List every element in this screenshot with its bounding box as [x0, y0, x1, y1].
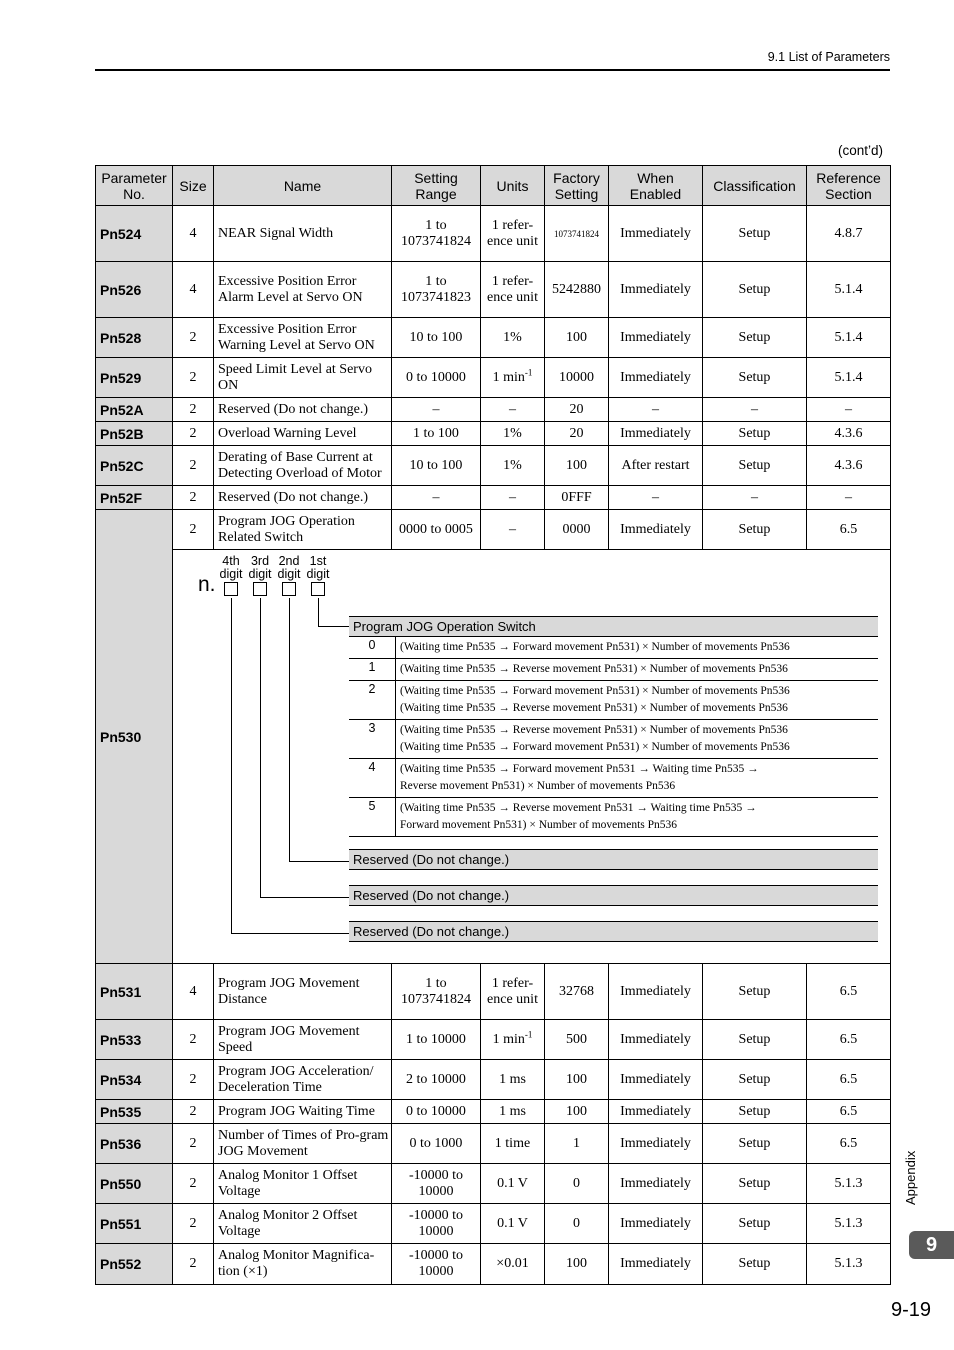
switch-option-value: 1 — [349, 659, 396, 680]
switch-option-value: 2 — [349, 681, 396, 719]
switch-option-line: Forward movement Pn531) × Number of movements Pn536 — [400, 819, 678, 831]
connector-3rd — [260, 598, 261, 897]
param-enabled: Immediately — [609, 422, 703, 446]
param-ref: 6.5 — [807, 1060, 891, 1100]
param-name: Program JOG Movement Distance — [214, 964, 392, 1020]
digit-label-4th — [216, 555, 246, 581]
param-range: 1 to 1073741823 — [392, 262, 481, 318]
digit-label-ordinal: 3rd — [250, 554, 270, 568]
param-ref: 6.5 — [807, 1100, 891, 1124]
param-units-text: 1 refer-ence unit — [487, 273, 538, 305]
param-enabled: Immediately — [609, 1020, 703, 1060]
table-row — [96, 1124, 891, 1164]
switch-option-row — [349, 759, 878, 798]
param-factory: 20 — [545, 398, 609, 422]
table-row — [96, 358, 891, 398]
connector-1st-h — [318, 626, 349, 627]
param-units-text: 1 refer-ence unit — [487, 975, 538, 1007]
param-enabled: Immediately — [609, 318, 703, 358]
param-size: 4 — [173, 262, 214, 318]
param-factory: 32768 — [545, 964, 609, 1020]
param-name: NEAR Signal Width — [214, 206, 392, 262]
switch-option-description — [396, 681, 790, 719]
param-no: Pn52B — [96, 422, 173, 446]
param-ref: 4.8.7 — [807, 206, 891, 262]
param-class: Setup — [703, 1060, 807, 1100]
digit-label-ordinal: 1st — [309, 554, 327, 568]
switch-option-line: (Waiting time Pn535 → Reverse movement Pn531) × Number of movements Pn536 — [400, 724, 788, 736]
param-class: Setup — [703, 1244, 807, 1285]
switch-option-line: (Waiting time Pn535 → Forward movement Pn531) × Number of movements Pn536 — [400, 641, 790, 653]
table-row — [96, 1020, 891, 1060]
param-range: 1 to 1073741824 — [392, 964, 481, 1020]
table-row — [96, 206, 891, 262]
switch-option-line: Reverse movement Pn531) × Number of movements Pn536 — [400, 780, 676, 792]
param-name: Excessive Position Error Warning Level at Servo ON — [214, 318, 392, 358]
param-ref: 6.5 — [807, 1124, 891, 1164]
switch-option-line: (Waiting time Pn535 → Reverse movement Pn531) × Number of movements Pn536 — [400, 702, 788, 714]
param-no: Pn534 — [96, 1060, 173, 1100]
param-no: Pn52A — [96, 398, 173, 422]
param-enabled: Immediately — [609, 1164, 703, 1204]
switch-option-row — [349, 720, 878, 759]
param-no: Pn552 — [96, 1244, 173, 1285]
param-class: Setup — [703, 422, 807, 446]
param-enabled: Immediately — [609, 1100, 703, 1124]
param-units — [481, 398, 545, 422]
rows-after — [96, 964, 891, 1285]
header-factory-setting: Factory Setting — [545, 166, 609, 206]
param-ref: 5.1.3 — [807, 1164, 891, 1204]
param-range: 0000 to 0005 — [392, 510, 481, 550]
digit-diagram — [173, 550, 889, 963]
param-size: 2 — [173, 1100, 214, 1124]
param-name: Speed Limit Level at Servo ON — [214, 358, 392, 398]
param-name: Reserved (Do not change.) — [214, 398, 392, 422]
digit-label-ordinal: 4th — [222, 554, 240, 568]
param-ref: 4.3.6 — [807, 446, 891, 486]
param-size: 2 — [173, 486, 214, 510]
digit-box-4th — [224, 582, 238, 596]
param-enabled: – — [609, 398, 703, 422]
param-size: 2 — [173, 1060, 214, 1100]
table-row — [96, 262, 891, 318]
param-name: Program JOG Movement Speed — [214, 1020, 392, 1060]
param-size: 2 — [173, 358, 214, 398]
table-row — [96, 422, 891, 446]
param-range: 10 to 100 — [392, 318, 481, 358]
param-class: Setup — [703, 1100, 807, 1124]
param-no: Pn550 — [96, 1164, 173, 1204]
switch-option-description — [396, 798, 757, 836]
param-units — [481, 1020, 545, 1060]
table-row — [96, 964, 891, 1020]
param-ref: 5.1.4 — [807, 358, 891, 398]
switch-option-value: 4 — [349, 759, 396, 797]
n-prefix: n. — [198, 573, 216, 596]
table-row — [96, 1100, 891, 1124]
switch-option-row — [349, 637, 878, 659]
param-size: 2 — [173, 1020, 214, 1060]
param-range: 0 to 10000 — [392, 358, 481, 398]
header-parameter-no: Parameter No. — [96, 166, 173, 206]
param-units-text: ×0.01 — [496, 1256, 529, 1271]
param-ref: 6.5 — [807, 1020, 891, 1060]
param-name: Program JOG Acceleration/ Deceleration Time — [214, 1060, 392, 1100]
switch-option-description — [396, 759, 759, 797]
switch-option-value: 5 — [349, 798, 396, 836]
param-range: 0 to 1000 — [392, 1124, 481, 1164]
reserved-4th-digit: Reserved (Do not change.) — [349, 921, 878, 942]
param-class: Setup — [703, 1204, 807, 1244]
connector-3rd-h — [260, 897, 349, 898]
digit-label-3rd — [245, 555, 275, 581]
switch-option-description — [396, 659, 788, 680]
param-class: Setup — [703, 1020, 807, 1060]
param-ref: 5.1.3 — [807, 1204, 891, 1244]
appendix-side-label: Appendix — [903, 1150, 918, 1205]
param-enabled: Immediately — [609, 358, 703, 398]
table-row — [96, 1204, 891, 1244]
param-enabled: Immediately — [609, 964, 703, 1020]
switch-option-line: (Waiting time Pn535 → Reverse movement Pn531 → Waiting time Pn535 → — [400, 802, 757, 814]
param-range: 1 to 1073741824 — [392, 206, 481, 262]
switch-option-line: (Waiting time Pn535 → Forward movement Pn531 → Waiting time Pn535 → — [400, 763, 759, 775]
param-ref: – — [807, 486, 891, 510]
param-size: 2 — [173, 1124, 214, 1164]
param-ref: 5.1.4 — [807, 318, 891, 358]
param-range: 1 to 10000 — [392, 1020, 481, 1060]
param-class: Setup — [703, 510, 807, 550]
param-range: – — [392, 486, 481, 510]
param-size: 2 — [173, 318, 214, 358]
header-rule — [95, 69, 890, 71]
param-name: Analog Monitor 1 Offset Voltage — [214, 1164, 392, 1204]
param-units-exponent: -1 — [524, 366, 533, 377]
param-name: Reserved (Do not change.) — [214, 486, 392, 510]
param-units-text: 1% — [503, 425, 522, 441]
param-factory: 100 — [545, 446, 609, 486]
digit-box-3rd — [253, 582, 267, 596]
param-factory: 0 — [545, 1204, 609, 1244]
param-ref: 4.3.6 — [807, 422, 891, 446]
header-name: Name — [214, 166, 392, 206]
switch-title: Program JOG Operation Switch — [349, 616, 878, 637]
param-enabled: – — [609, 486, 703, 510]
param-range: 10 to 100 — [392, 446, 481, 486]
param-factory: 0FFF — [545, 486, 609, 510]
chapter-tab: 9 — [909, 1231, 954, 1259]
reserved-3rd-digit: Reserved (Do not change.) — [349, 885, 878, 906]
param-name: Excessive Position Error Alarm Level at Servo ON — [214, 262, 392, 318]
pn530-block — [96, 510, 891, 964]
param-no: Pn531 — [96, 964, 173, 1020]
param-enabled: After restart — [609, 446, 703, 486]
switch-option-value: 0 — [349, 637, 396, 658]
param-no: Pn536 — [96, 1124, 173, 1164]
param-enabled: Immediately — [609, 1124, 703, 1164]
table-header-row — [96, 166, 891, 206]
param-ref: 6.5 — [807, 510, 891, 550]
param-range: 2 to 10000 — [392, 1060, 481, 1100]
header-size: Size — [173, 166, 214, 206]
connector-2nd-h — [289, 861, 349, 862]
digit-label-word: digit — [306, 567, 330, 581]
param-factory: 20 — [545, 422, 609, 446]
header-setting-range: Setting Range — [392, 166, 481, 206]
param-factory: 1073741824 — [545, 206, 609, 262]
param-ref: 6.5 — [807, 964, 891, 1020]
param-units-text: 1 ms — [499, 1071, 526, 1087]
digit-label-ordinal: 2nd — [278, 554, 300, 568]
param-units-text: 1% — [503, 329, 522, 345]
reserved-2nd-digit: Reserved (Do not change.) — [349, 849, 878, 870]
param-class: – — [703, 486, 807, 510]
header-classification: Classification — [703, 166, 807, 206]
param-enabled: Immediately — [609, 206, 703, 262]
header-reference-section: Reference Section — [807, 166, 891, 206]
param-no: Pn529 — [96, 358, 173, 398]
param-enabled: Immediately — [609, 1244, 703, 1285]
param-units — [481, 1204, 545, 1244]
param-units-text: 1 time — [494, 1135, 531, 1151]
param-units — [481, 486, 545, 510]
param-factory: 500 — [545, 1020, 609, 1060]
param-range: 1 to 100 — [392, 422, 481, 446]
digit-label-word: digit — [219, 567, 243, 581]
param-name: Number of Times of Pro-gram JOG Movement — [214, 1124, 392, 1164]
param-factory: 0000 — [545, 510, 609, 550]
param-units — [481, 1124, 545, 1164]
param-units — [481, 446, 545, 486]
param-name: Analog Monitor Magnifica-tion (×1) — [214, 1244, 392, 1285]
table-row — [96, 486, 891, 510]
header-units: Units — [481, 166, 545, 206]
param-class: Setup — [703, 358, 807, 398]
param-class: Setup — [703, 206, 807, 262]
param-ref: 5.1.3 — [807, 1244, 891, 1285]
param-factory: 10000 — [545, 358, 609, 398]
param-class: Setup — [703, 1124, 807, 1164]
digit-label-1st — [303, 555, 333, 581]
param-units — [481, 964, 545, 1020]
table-row — [96, 446, 891, 486]
switch-option-row — [349, 798, 878, 837]
param-class: Setup — [703, 262, 807, 318]
param-name: Program JOG Waiting Time — [214, 1100, 392, 1124]
table-row — [96, 1060, 891, 1100]
param-units-text: 1 refer-ence unit — [487, 217, 538, 249]
param-factory: 5242880 — [545, 262, 609, 318]
param-size: 2 — [173, 422, 214, 446]
param-size: 2 — [173, 510, 214, 550]
connector-4th-h — [231, 933, 349, 934]
rows-before — [96, 206, 891, 510]
param-size: 2 — [173, 446, 214, 486]
table-row — [96, 510, 891, 550]
param-no: Pn535 — [96, 1100, 173, 1124]
param-units: – — [481, 510, 545, 550]
param-enabled: Immediately — [609, 1204, 703, 1244]
param-factory: 100 — [545, 1244, 609, 1285]
param-no: Pn526 — [96, 262, 173, 318]
param-no: Pn551 — [96, 1204, 173, 1244]
switch-option-line: (Waiting time Pn535 → Forward movement Pn531) × Number of movements Pn536 — [400, 685, 790, 697]
param-enabled: Immediately — [609, 510, 703, 550]
switch-option-value: 3 — [349, 720, 396, 758]
param-ref: 5.1.4 — [807, 262, 891, 318]
param-units-text: 1% — [503, 457, 522, 473]
switch-option-row — [349, 659, 878, 681]
page-number: 9-19 — [890, 1299, 931, 1321]
param-units-text: 1 ms — [499, 1103, 526, 1119]
param-enabled: Immediately — [609, 1060, 703, 1100]
connector-1st — [318, 598, 319, 626]
table-row — [96, 1244, 891, 1285]
param-class: Setup — [703, 446, 807, 486]
param-enabled: Immediately — [609, 262, 703, 318]
param-units-text: – — [509, 489, 516, 505]
param-size: 2 — [173, 398, 214, 422]
param-name: Derating of Base Current at Detecting Overload of Motor — [214, 446, 392, 486]
param-units-text: 1 min — [492, 1031, 525, 1047]
param-units — [481, 358, 545, 398]
connector-2nd — [289, 598, 290, 861]
switch-option-row — [349, 681, 878, 720]
param-units — [481, 1100, 545, 1124]
param-no: Pn528 — [96, 318, 173, 358]
param-units-text: 0.1 V — [497, 1175, 528, 1191]
param-class: Setup — [703, 318, 807, 358]
param-range: -10000 to 10000 — [392, 1204, 481, 1244]
param-class: Setup — [703, 964, 807, 1020]
param-no: Pn533 — [96, 1020, 173, 1060]
param-range: -10000 to 10000 — [392, 1244, 481, 1285]
switch-option-line: (Waiting time Pn535 → Reverse movement Pn531) × Number of movements Pn536 — [400, 663, 788, 675]
table-row — [96, 1164, 891, 1204]
param-no: Pn52C — [96, 446, 173, 486]
param-name: Analog Monitor 2 Offset Voltage — [214, 1204, 392, 1244]
param-name: Overload Warning Level — [214, 422, 392, 446]
digit-box-1st — [311, 582, 325, 596]
param-range: – — [392, 398, 481, 422]
param-size: 2 — [173, 1204, 214, 1244]
digit-box-2nd — [282, 582, 296, 596]
switch-option-description — [396, 637, 790, 658]
switch-option-description — [396, 720, 790, 758]
param-factory: 100 — [545, 318, 609, 358]
param-size: 2 — [173, 1244, 214, 1285]
digit-label-word: digit — [277, 567, 301, 581]
header-when-enabled: When Enabled — [609, 166, 703, 206]
param-name: Program JOG Operation Related Switch — [214, 510, 392, 550]
param-factory: 100 — [545, 1060, 609, 1100]
param-factory: 100 — [545, 1100, 609, 1124]
pn530-diagram-cell — [173, 550, 891, 964]
switch-option-line: (Waiting time Pn535 → Forward movement Pn531) × Number of movements Pn536 — [400, 741, 790, 753]
param-size: 4 — [173, 964, 214, 1020]
digit-label-2nd — [274, 555, 304, 581]
param-units — [481, 206, 545, 262]
program-jog-switch-table — [349, 616, 878, 837]
running-header: 9.1 List of Parameters — [767, 50, 890, 64]
param-units-text: – — [509, 401, 516, 417]
switch-options — [349, 637, 878, 837]
param-no: Pn524 — [96, 206, 173, 262]
param-no: Pn52F — [96, 486, 173, 510]
param-factory: 0 — [545, 1164, 609, 1204]
param-range: -10000 to 10000 — [392, 1164, 481, 1204]
parameter-table — [95, 165, 891, 1285]
param-units-exponent: -1 — [524, 1028, 533, 1039]
table-row — [96, 398, 891, 422]
param-units-text: 0.1 V — [497, 1215, 528, 1231]
pn530-diagram-row — [96, 550, 891, 964]
param-ref: – — [807, 398, 891, 422]
param-units — [481, 1244, 545, 1285]
param-size: 2 — [173, 1164, 214, 1204]
param-units — [481, 318, 545, 358]
param-range: 0 to 10000 — [392, 1100, 481, 1124]
param-size: 4 — [173, 206, 214, 262]
param-units — [481, 1060, 545, 1100]
table-row — [96, 318, 891, 358]
param-units — [481, 422, 545, 446]
connector-4th — [231, 598, 232, 933]
continued-label: (cont’d) — [837, 143, 883, 158]
param-factory: 1 — [545, 1124, 609, 1164]
param-units — [481, 262, 545, 318]
param-units — [481, 1164, 545, 1204]
digit-label-word: digit — [248, 567, 272, 581]
param-class: Setup — [703, 1164, 807, 1204]
param-units-text: 1 min — [492, 369, 525, 385]
param-no: Pn530 — [96, 510, 173, 964]
param-class: – — [703, 398, 807, 422]
